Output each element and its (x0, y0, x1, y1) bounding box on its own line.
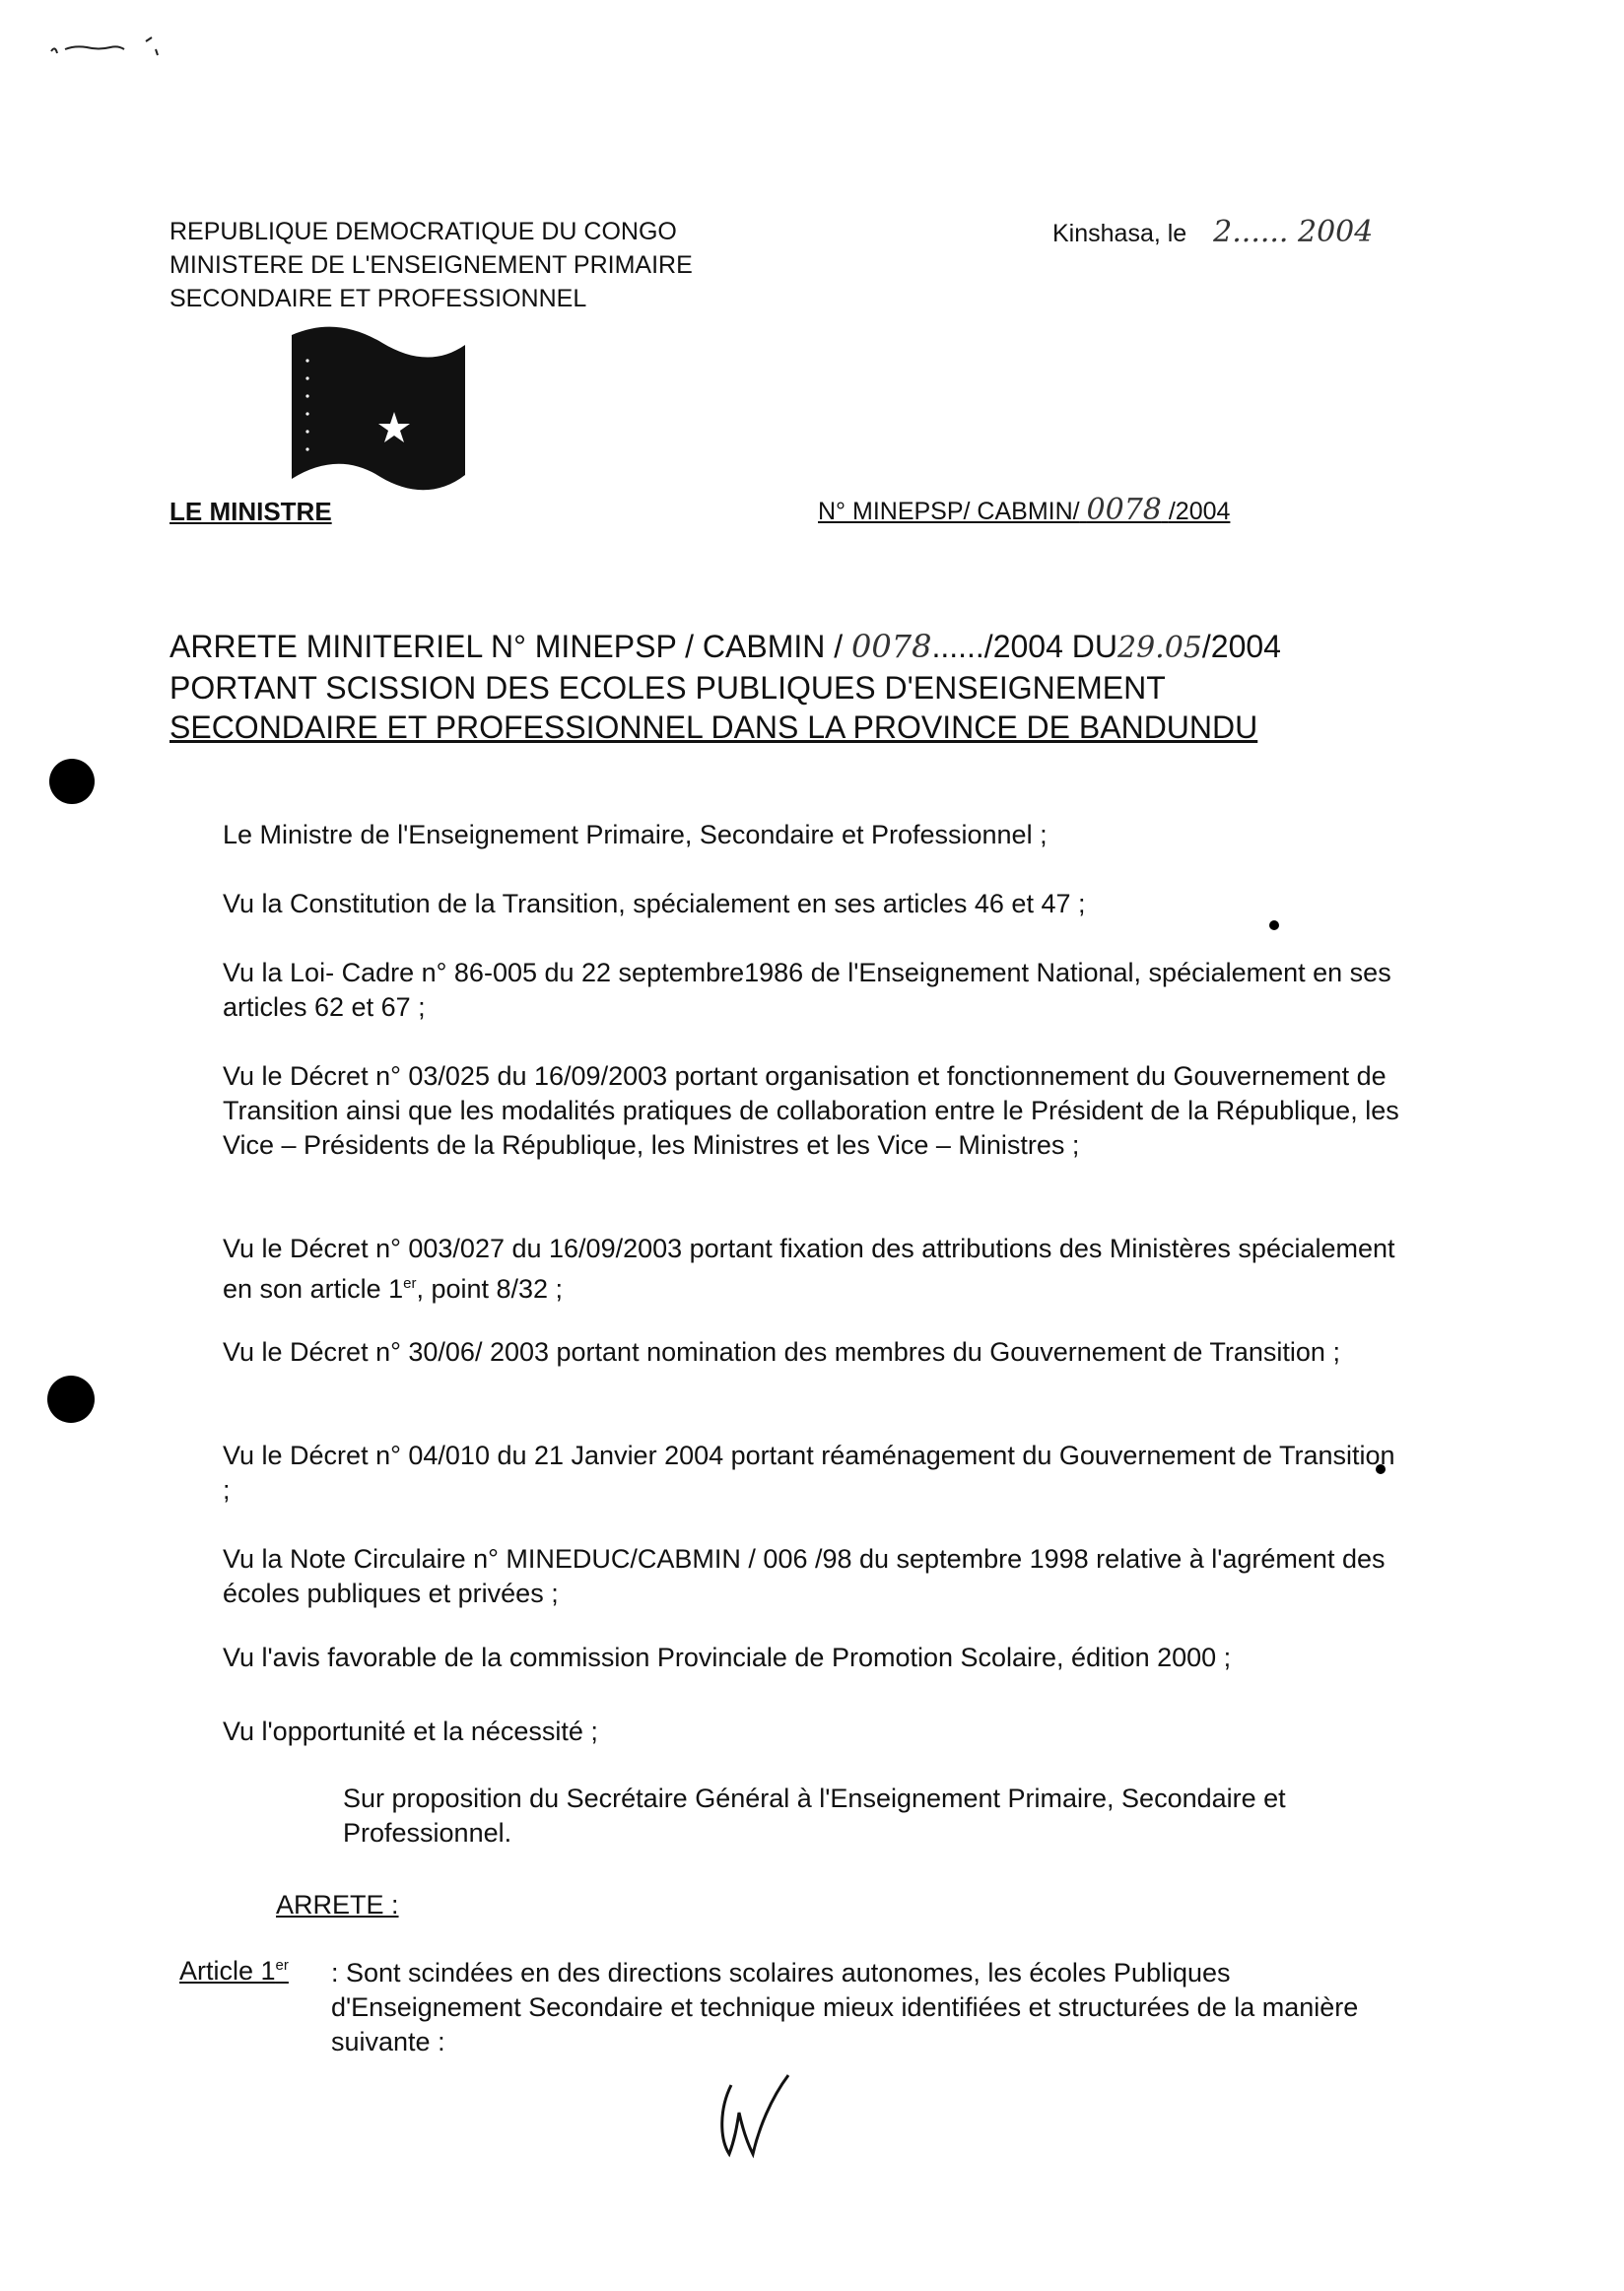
reference-handwritten-number: 0078 (1086, 493, 1162, 527)
place-date (1052, 215, 1373, 249)
article-1-label (179, 1956, 289, 1987)
punch-hole-top (49, 759, 95, 804)
paragraph-text (173, 1232, 1405, 1307)
letterhead-line-3: SECONDAIRE ET PROFESSIONNEL (169, 285, 587, 312)
paragraph-5-tail: , point 8/32 ; (416, 1274, 564, 1304)
handwritten-date: 2...... 2004 (1213, 215, 1374, 249)
title-line-2: PORTANT SCISSION DES ECOLES PUBLIQUES D'ENSEIGNEMENT (169, 670, 1166, 706)
arrete-heading: ARRETE : (276, 1890, 399, 1920)
handwritten-initials (710, 2069, 798, 2168)
paragraph-5-main: Vu le Décret n° 003/027 du 16/09/2003 portant fixation des attributions des Ministères spécialement en son article 1 (223, 1234, 1395, 1304)
flag-emblem (284, 321, 471, 508)
paragraph-7 (173, 1439, 1405, 1508)
paragraph-text: Vu le Décret n° 30/06/ 2003 portant nomination des membres du Gouvernement de Transition ; (223, 1337, 1340, 1367)
letterhead-line-2: MINISTERE DE L'ENSEIGNEMENT PRIMAIRE (169, 251, 693, 279)
title-line-1 (169, 627, 1480, 668)
paragraph-text: Vu le Décret n° 03/025 du 16/09/2003 portant organisation et fonctionnement du Gouvernement de Transition ainsi que les modalités pratiques de collaboration entre le Président de la République, les Vice – Présidents de la République, les Ministres et les Vice – Ministres ; (223, 1061, 1399, 1160)
paragraph-11 (276, 1782, 1439, 1851)
paragraph-text: Vu la Note Circulaire n° MINEDUC/CABMIN / 006 /98 du septembre 1998 relative à l'agrément des écoles publiques et privées ; (223, 1544, 1386, 1608)
superscript: er (275, 1957, 289, 1974)
paragraph-text: Vu l'opportunité et la nécessité ; (223, 1717, 598, 1746)
minister-label: LE MINISTRE (169, 497, 332, 526)
paragraph-text: Le Ministre de l'Enseignement Primaire, Secondaire et Professionnel ; (223, 820, 1048, 849)
paragraph-1 (173, 818, 1405, 852)
letterhead (169, 215, 693, 315)
paragraph-9 (173, 1641, 1405, 1675)
paragraph-text: Vu l'avis favorable de la commission Provinciale de Promotion Scolaire, édition 2000 ; (223, 1643, 1232, 1672)
title-prefix: ARRETE MINITERIEL N° MINEPSP / CABMIN / (169, 629, 844, 664)
article-label-text: Article 1 (179, 1956, 276, 1986)
paragraph-text: Vu le Décret n° 04/010 du 21 Janvier 2004 portant réaménagement du Gouvernement de Transition ; (223, 1441, 1395, 1505)
paragraph-3 (173, 956, 1405, 1025)
superscript: er (403, 1275, 417, 1292)
punch-hole-bottom (47, 1376, 95, 1423)
reference-prefix: N° MINEPSP/ CABMIN/ (818, 498, 1080, 525)
paragraph-text: Vu la Constitution de la Transition, spécialement en ses articles 46 et 47 ; (223, 889, 1086, 918)
paragraph-4 (173, 1059, 1405, 1163)
title-middle: ....../2004 DU (931, 629, 1117, 664)
paragraph-5 (173, 1232, 1405, 1307)
article-1-body: : Sont scindées en des directions scolaires autonomes, les écoles Publiques d'Enseignement Secondaire et technique mieux identifiées et structurées de la manière suivante : (331, 1958, 1359, 2056)
place-date-label: Kinshasa, le (1052, 220, 1187, 247)
paragraph-8 (173, 1542, 1405, 1611)
title-handwritten-date: 29.05 (1116, 631, 1202, 665)
paragraph-text: Vu la Loi- Cadre n° 86-005 du 22 septembre1986 de l'Enseignement National, spécialement en ses articles 62 et 67 ; (223, 958, 1391, 1022)
paragraph-10 (173, 1715, 1405, 1749)
title-handwritten-number: 0078 (851, 628, 932, 665)
speck (1269, 920, 1279, 930)
paragraph-6 (173, 1335, 1405, 1370)
paragraph-2 (173, 887, 1405, 921)
letterhead-line-1: REPUBLIQUE DEMOCRATIQUE DU CONGO (169, 218, 677, 245)
reference-suffix: /2004 (1168, 498, 1231, 525)
decree-title (169, 627, 1480, 747)
title-suffix: /2004 (1201, 629, 1281, 664)
reference-number (818, 493, 1230, 527)
paragraph-text: Sur proposition du Secrétaire Général à l'Enseignement Primaire, Secondaire et Professionnel. (343, 1784, 1286, 1848)
margin-scribble (47, 22, 166, 71)
title-line-3: SECONDAIRE ET PROFESSIONNEL DANS LA PROVINCE DE BANDUNDU (169, 709, 1258, 745)
